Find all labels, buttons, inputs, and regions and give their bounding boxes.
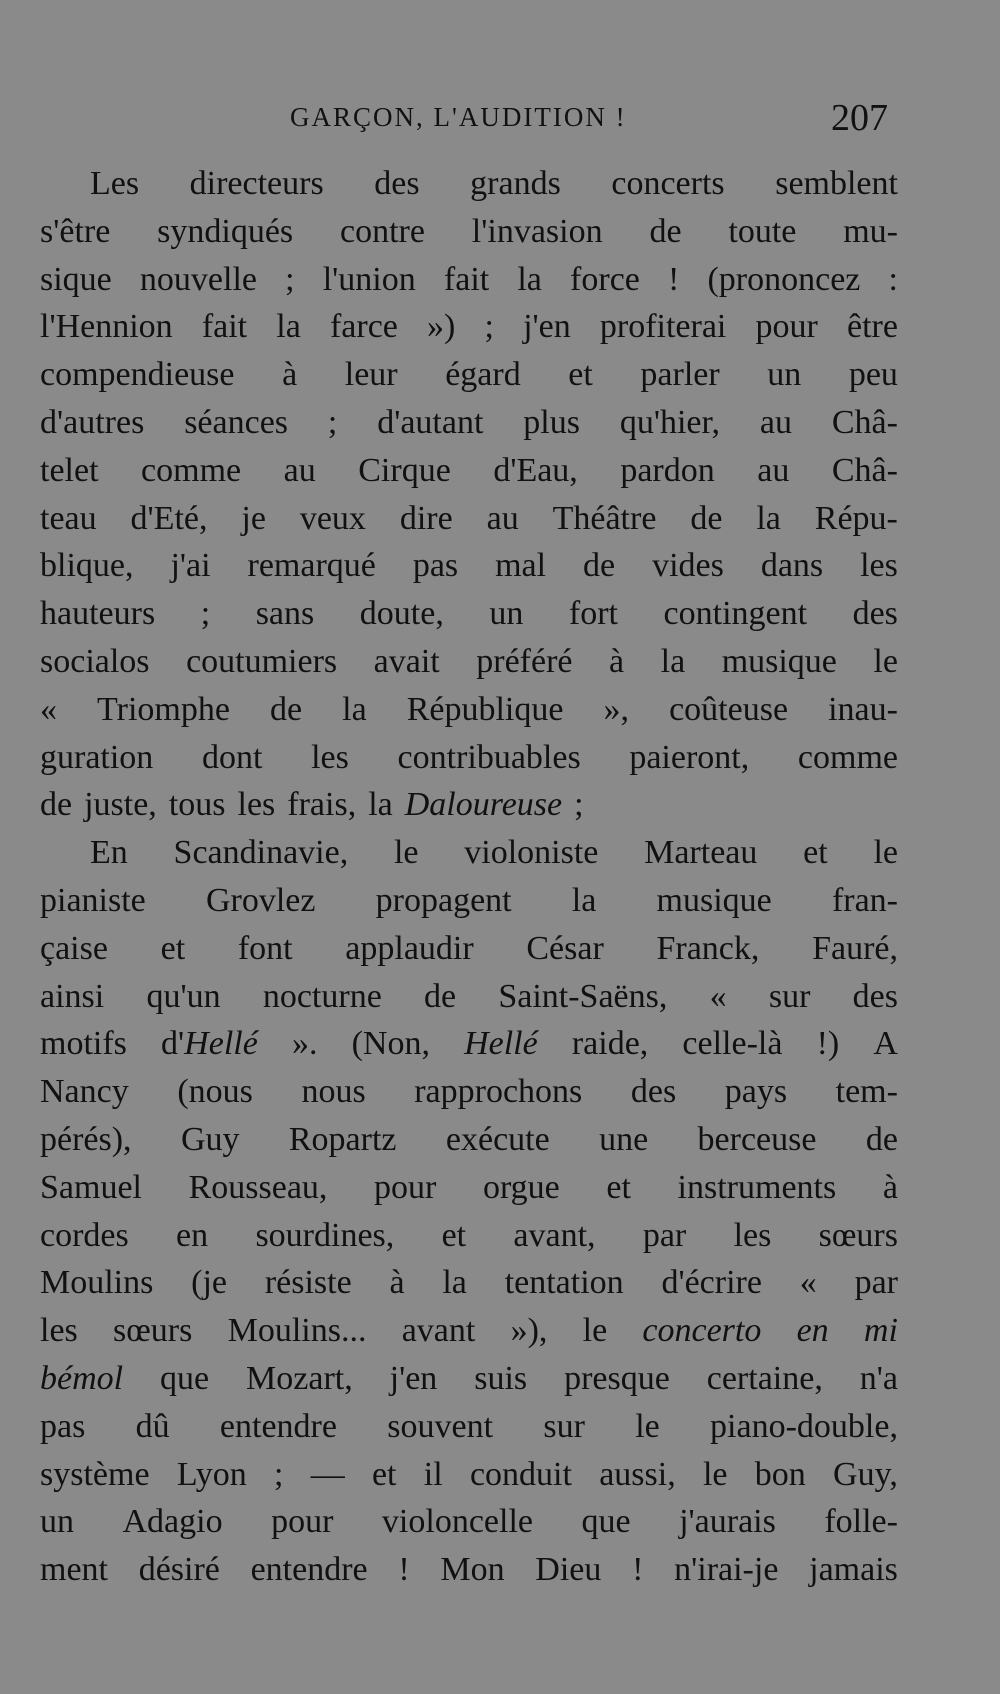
word: !) [816,1025,840,1063]
word: Lyon [176,1455,247,1493]
text-line [40,638,898,686]
word: entendre [250,1551,368,1589]
word: être [847,308,898,346]
word: j'en [523,308,571,346]
word: un [489,595,524,633]
word: la [276,308,301,346]
word: et [160,929,186,967]
word: sans [255,595,315,633]
word: concerts [611,165,725,202]
word: et [606,1168,631,1206]
word: berceuse [697,1120,817,1158]
word: compendieuse [40,356,235,394]
word: guration [40,738,154,776]
word: musique [721,642,837,680]
word: A [873,1025,898,1063]
text-line [40,829,898,877]
word: le [582,1312,608,1350]
word: musique [656,881,772,919]
text-line [40,1307,898,1355]
word: d'autant [377,403,484,441]
word: et [441,1216,467,1254]
word: des [374,165,420,202]
word: directeurs [189,165,324,202]
text-line [40,973,898,1021]
word: au [759,403,792,441]
word: le [393,834,419,872]
word: tem- [835,1073,898,1111]
word: un [767,356,802,394]
word: pour [374,1168,437,1206]
word: pas [412,547,459,585]
word: de [424,977,457,1015]
word: pianiste [40,881,146,919]
word: d'Eau, [493,451,578,489]
word: Franck, [656,929,760,967]
word: Théâtre [552,499,657,537]
text-line [40,1259,898,1307]
word: pardon [620,451,715,489]
word: et [371,1455,397,1493]
word: sourdines, [255,1216,395,1254]
word: entendre [219,1407,337,1445]
word: une [599,1120,649,1158]
word: ; [273,1455,284,1493]
word: pour [755,308,818,346]
word: au [757,451,790,489]
text-line [40,542,898,590]
word: pas [40,1407,86,1445]
word: coûteuse [669,690,789,728]
word: souvent [387,1407,494,1445]
word: remarqué [247,547,376,585]
word: çaise [40,929,108,967]
word: Adagio [122,1503,223,1541]
word: d'Eté, [130,499,208,537]
word: que [160,1359,210,1397]
word: au [283,451,316,489]
text-line [40,160,898,208]
word: grands [470,165,561,202]
word: et [803,834,828,872]
word: le [873,834,898,872]
word: semblent [775,165,898,202]
word: comme [141,451,242,489]
word: instruments [677,1168,837,1206]
word: concerto [642,1312,762,1350]
word: ! [398,1551,410,1589]
word: la [756,499,781,537]
word: César [526,929,604,967]
text-line [40,399,898,447]
word: Châ- [831,451,898,489]
body-text [40,160,898,1594]
word: sœurs [818,1216,898,1254]
word: orgue [482,1168,560,1206]
word: ») [427,308,456,346]
word: pays [724,1073,788,1111]
word: propagent [375,881,512,919]
word: peu [848,356,898,394]
word: inau- [828,690,898,728]
word: Les [90,165,140,202]
word: le [873,642,898,680]
word: Moulins... [227,1312,367,1350]
word: suis [474,1359,528,1397]
word: la [571,881,597,919]
word: qu'un [146,977,221,1015]
word: avait [373,642,440,680]
word: veux [299,499,366,537]
word: Ropartz [288,1120,397,1158]
word: fran- [831,881,898,919]
word: de [865,1120,898,1158]
word: Hellé [464,1025,538,1063]
page-number: 207 [831,97,888,139]
word: pour [271,1503,334,1541]
word: des [630,1073,677,1111]
word: sœurs [113,1312,193,1350]
word: la [517,260,542,298]
word: système [40,1455,150,1493]
word: Répu- [814,499,898,537]
word: d'autres [40,403,145,441]
word: socialos [40,642,150,680]
word: syndiqués [157,212,294,250]
running-title: GARÇON, L'AUDITION ! [290,102,627,132]
word: les [860,547,898,585]
text-line [40,303,898,351]
text-line [40,925,898,973]
word: les [40,1312,78,1350]
word: fait [201,308,248,346]
word: ! [668,260,680,298]
word: raide, [571,1025,649,1063]
word: de [583,547,616,585]
word: un [40,1503,74,1541]
word: mu- [843,212,898,250]
text-line [40,1546,898,1594]
word: farce [329,308,398,346]
word: nous [301,1073,366,1111]
word: je [241,499,266,537]
word: ; [574,786,584,824]
word: profiterai [599,308,727,346]
word: les [733,1216,772,1254]
word: : [888,260,898,298]
word: Fauré, [812,929,898,967]
word: — [310,1455,345,1493]
word: Mozart, [246,1359,353,1397]
text-line [40,590,898,638]
word: Dieu [535,1551,602,1589]
word: avant, [513,1216,596,1254]
word: aussi, [599,1455,676,1493]
word: Mon [440,1551,505,1589]
word: toute [728,212,797,250]
word: préféré [476,642,573,680]
word: Moulins [40,1264,154,1302]
word: dans [760,547,824,585]
word: sur [768,977,811,1015]
word: contribuables [397,738,581,776]
text-line [40,1212,898,1260]
word: la [368,786,393,824]
word: avant [401,1312,476,1350]
word: désiré [138,1551,220,1589]
word: Triomphe [97,690,230,728]
text-line [40,495,898,543]
word: dont [201,738,263,776]
word: d'écrire [661,1264,762,1302]
word: bémol [40,1359,124,1397]
word: juste, [84,786,157,824]
word: exécute [445,1120,550,1158]
text-line [40,877,898,925]
text-line [40,351,898,399]
word: que [581,1503,631,1541]
word: les [237,786,276,824]
word: force [570,260,640,298]
word: vides [652,547,724,585]
word: »), [510,1312,548,1350]
word: nocturne [262,977,382,1015]
word: égard [445,356,521,394]
text-line [40,1116,898,1164]
word: Samuel [40,1168,142,1206]
text-line [40,1020,898,1068]
word: Guy, [833,1455,898,1493]
word: ». [291,1025,318,1063]
word: en [796,1312,829,1350]
word: l'union [322,260,416,298]
word: ; [327,403,338,441]
word: j'en [389,1359,438,1397]
word: fort [568,595,618,633]
word: de [40,786,73,824]
word: celle-là [682,1025,783,1063]
word: la [660,642,686,680]
word: la [342,690,367,728]
word: les [311,738,349,776]
text-line [40,1355,898,1403]
word: telet [40,451,99,489]
word: ; [200,595,211,633]
word: Châ- [831,403,898,441]
word: ainsi [40,977,105,1015]
word: l'invasion [471,212,603,250]
word: teau [40,499,97,537]
word: folle- [824,1503,898,1541]
word: coutumiers [186,642,338,680]
word: mi [863,1312,898,1350]
word: Saint-Saëns, [498,977,668,1015]
word: (nous [177,1073,253,1111]
word: plus [523,403,580,441]
word: Rousseau, [188,1168,328,1206]
word: pérés), [40,1120,132,1158]
word: ; [484,308,494,346]
word: « [709,977,727,1015]
page-header [290,96,888,146]
word: le [702,1455,728,1493]
word: En [90,834,128,872]
word: il [423,1455,443,1493]
word: des [852,595,898,633]
word: sur [543,1407,585,1445]
word: bon [754,1455,806,1493]
word: blique, [40,547,134,585]
text-line [40,1403,898,1451]
word: parler [640,356,720,394]
word: rapprochons [414,1073,583,1111]
text-line [40,1498,898,1546]
word: motifs [40,1025,127,1063]
word: République [406,690,564,728]
word: mal [495,547,547,585]
word: font [237,929,293,967]
word: comme [797,738,898,776]
word: de [269,690,303,728]
word: jamais [809,1551,898,1589]
word: de [690,499,723,537]
word: Nancy [40,1073,129,1111]
word: (prononcez [707,260,861,298]
word: à [882,1168,898,1206]
text-line [40,1068,898,1116]
word: des [852,977,898,1015]
word: conduit [469,1455,572,1493]
word: (Non, [351,1025,430,1063]
word: l'Hennion [40,308,173,346]
word: violoncelle [381,1503,533,1541]
word: violoniste [464,834,599,872]
word: Scandinavie, [173,834,349,872]
word: par [642,1216,687,1254]
text-line [40,1164,898,1212]
word: doute, [359,595,444,633]
word: applaudir [345,929,474,967]
word: », [603,690,630,728]
word: séances [184,403,289,441]
word: contre [340,212,425,250]
word: et [568,356,593,394]
word: à [609,642,625,680]
word: ment [40,1551,108,1589]
text-line [40,256,898,304]
word: dû [135,1407,170,1445]
word: contingent [663,595,808,633]
word: Guy [180,1120,240,1158]
word: Grovlez [205,881,316,919]
word: n'irai-je [674,1551,779,1589]
word: piano-double, [710,1407,898,1445]
word: leur [344,356,398,394]
word: « [40,690,57,728]
text-line [40,686,898,734]
word: d'Hellé [161,1025,258,1063]
word: de [649,212,682,250]
word: à [282,356,298,394]
text-line [40,1451,898,1499]
word: paieront, [629,738,750,776]
word: ; [285,260,295,298]
word: en [176,1216,209,1254]
word: résiste [264,1264,352,1302]
word: ! [632,1551,644,1589]
text-line [40,734,898,782]
word: la [442,1264,467,1302]
word: (je [191,1264,228,1302]
word: fait [443,260,490,298]
word: tentation [504,1264,624,1302]
word: Cirque [358,451,451,489]
word: frais, [287,786,357,824]
word: j'aurais [679,1503,776,1541]
word: dire [399,499,453,537]
word: le [635,1407,660,1445]
word: Marteau [644,834,758,872]
word: à [389,1264,405,1302]
text-line [40,208,898,256]
word: sique [40,260,112,298]
word: « [799,1264,817,1302]
word: par [854,1264,898,1302]
word: s'être [40,212,111,250]
text-line [40,781,898,829]
word: au [486,499,519,537]
word: certaine, [706,1359,823,1397]
text-line [40,447,898,495]
word: Daloureuse [404,786,563,824]
word: cordes [40,1216,129,1254]
word: presque [564,1359,670,1397]
word: tous [168,786,226,824]
word: j'ai [170,547,211,585]
word: nouvelle [139,260,257,298]
word: n'a [859,1359,898,1397]
word: qu'hier, [619,403,720,441]
word: hauteurs [40,595,156,633]
